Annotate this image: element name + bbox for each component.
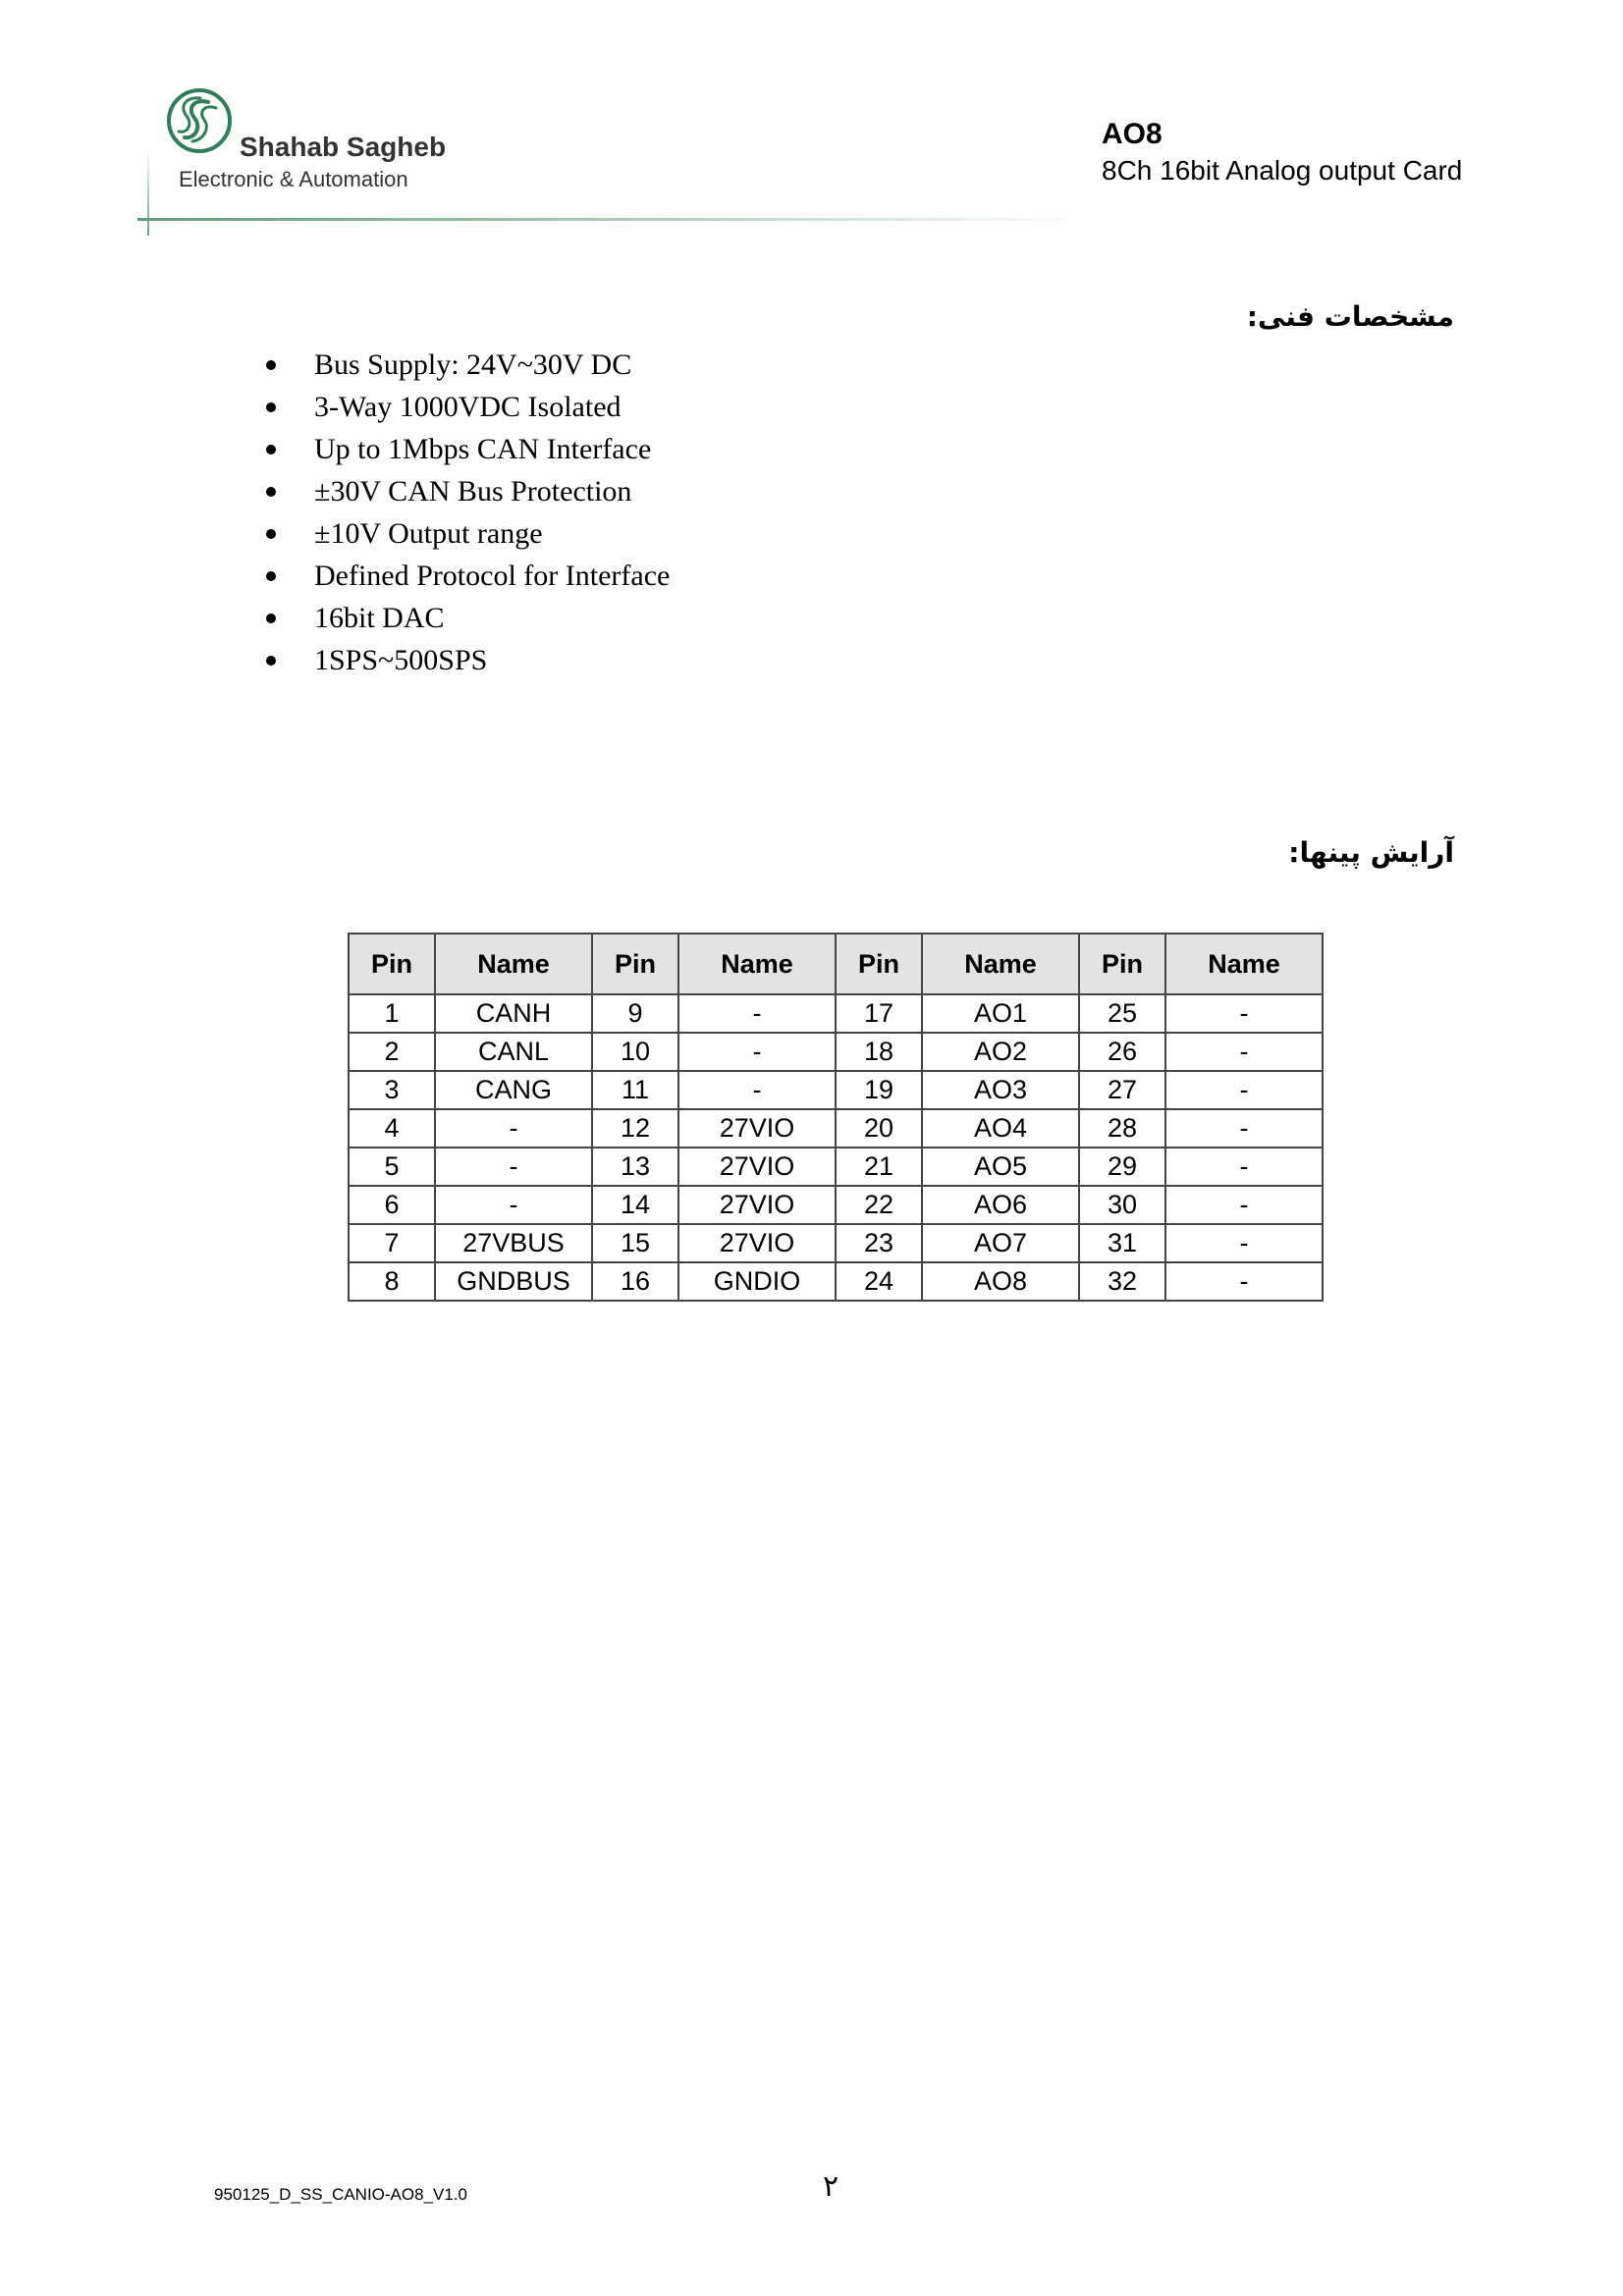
- name-cell: AO3: [922, 1071, 1079, 1109]
- pin-cell: 31: [1079, 1224, 1165, 1262]
- page-header: [0, 0, 1623, 245]
- column-header-name: Name: [678, 934, 836, 994]
- name-cell: AO4: [922, 1109, 1079, 1148]
- table-row: [349, 1186, 1323, 1224]
- name-cell: -: [678, 1033, 836, 1071]
- name-cell: CANL: [435, 1033, 592, 1071]
- pin-cell: 13: [592, 1148, 678, 1186]
- spec-list: [263, 344, 670, 681]
- table-row: [349, 1148, 1323, 1186]
- header-vertical-divider: [147, 147, 149, 236]
- column-header-pin: Pin: [1079, 934, 1165, 994]
- pinout-heading: آرایش پینها:: [1288, 836, 1454, 869]
- table-row: [349, 1224, 1323, 1262]
- name-cell: -: [1165, 1148, 1323, 1186]
- pin-cell: 27: [1079, 1071, 1165, 1109]
- document-description: 8Ch 16bit Analog output Card: [1102, 155, 1463, 186]
- pin-cell: 4: [349, 1109, 435, 1148]
- name-cell: -: [435, 1186, 592, 1224]
- table-row: [349, 994, 1323, 1033]
- spec-item: 16bit DAC: [263, 597, 670, 639]
- header-divider: [137, 218, 1090, 221]
- pin-cell: 29: [1079, 1148, 1165, 1186]
- pin-cell: 16: [592, 1262, 678, 1301]
- name-cell: AO6: [922, 1186, 1079, 1224]
- column-header-name: Name: [435, 934, 592, 994]
- name-cell: GNDIO: [678, 1262, 836, 1301]
- specs-heading: مشخصات فنی:: [1246, 300, 1454, 333]
- pin-cell: 7: [349, 1224, 435, 1262]
- table-row: [349, 1071, 1323, 1109]
- pin-cell: 22: [836, 1186, 922, 1224]
- company-tagline: Electronic & Automation: [179, 167, 408, 191]
- document-code: AO8: [1102, 118, 1163, 150]
- name-cell: AO2: [922, 1033, 1079, 1071]
- pin-cell: 30: [1079, 1186, 1165, 1224]
- name-cell: -: [435, 1109, 592, 1148]
- name-cell: AO7: [922, 1224, 1079, 1262]
- column-header-pin: Pin: [592, 934, 678, 994]
- pin-cell: 18: [836, 1033, 922, 1071]
- name-cell: -: [435, 1148, 592, 1186]
- pin-cell: 9: [592, 994, 678, 1033]
- column-header-name: Name: [1165, 934, 1323, 994]
- table-row: [349, 1033, 1323, 1071]
- name-cell: -: [1165, 1109, 1323, 1148]
- name-cell: AO8: [922, 1262, 1079, 1301]
- table-row: [349, 1109, 1323, 1148]
- pin-cell: 25: [1079, 994, 1165, 1033]
- pin-cell: 15: [592, 1224, 678, 1262]
- pin-cell: 26: [1079, 1033, 1165, 1071]
- name-cell: -: [678, 994, 836, 1033]
- pinout-table: [348, 933, 1324, 1302]
- pin-cell: 32: [1079, 1262, 1165, 1301]
- table-row: [349, 1262, 1323, 1301]
- table-header-row: [349, 934, 1323, 994]
- name-cell: -: [1165, 1262, 1323, 1301]
- name-cell: 27VIO: [678, 1224, 836, 1262]
- spec-item: Defined Protocol for Interface: [263, 555, 670, 597]
- pin-cell: 19: [836, 1071, 922, 1109]
- name-cell: 27VIO: [678, 1186, 836, 1224]
- name-cell: 27VBUS: [435, 1224, 592, 1262]
- name-cell: -: [1165, 1071, 1323, 1109]
- pin-cell: 21: [836, 1148, 922, 1186]
- pin-cell: 23: [836, 1224, 922, 1262]
- pin-cell: 3: [349, 1071, 435, 1109]
- name-cell: 27VIO: [678, 1148, 836, 1186]
- column-header-pin: Pin: [836, 934, 922, 994]
- name-cell: -: [1165, 994, 1323, 1033]
- pin-cell: 20: [836, 1109, 922, 1148]
- name-cell: -: [1165, 1186, 1323, 1224]
- name-cell: -: [1165, 1033, 1323, 1071]
- name-cell: GNDBUS: [435, 1262, 592, 1301]
- name-cell: CANH: [435, 994, 592, 1033]
- column-header-pin: Pin: [349, 934, 435, 994]
- pin-cell: 12: [592, 1109, 678, 1148]
- pin-cell: 14: [592, 1186, 678, 1224]
- pin-cell: 17: [836, 994, 922, 1033]
- name-cell: -: [678, 1071, 836, 1109]
- name-cell: AO5: [922, 1148, 1079, 1186]
- spec-item: 1SPS~500SPS: [263, 639, 670, 681]
- pin-cell: 10: [592, 1033, 678, 1071]
- spec-item: ±10V Output range: [263, 512, 670, 555]
- spec-item: Up to 1Mbps CAN Interface: [263, 428, 670, 470]
- spec-item: 3-Way 1000VDC Isolated: [263, 386, 670, 428]
- pin-cell: 28: [1079, 1109, 1165, 1148]
- column-header-name: Name: [922, 934, 1079, 994]
- pin-cell: 1: [349, 994, 435, 1033]
- pin-cell: 2: [349, 1033, 435, 1071]
- pin-cell: 8: [349, 1262, 435, 1301]
- pin-cell: 5: [349, 1148, 435, 1186]
- company-name: Shahab Sagheb: [240, 132, 447, 162]
- footer-document-id: 950125_D_SS_CANIO-AO8_V1.0: [214, 2185, 467, 2204]
- name-cell: 27VIO: [678, 1109, 836, 1148]
- spec-item: ±30V CAN Bus Protection: [263, 470, 670, 512]
- logo-emblem-icon: [165, 86, 234, 155]
- pin-cell: 24: [836, 1262, 922, 1301]
- name-cell: AO1: [922, 994, 1079, 1033]
- name-cell: -: [1165, 1224, 1323, 1262]
- name-cell: CANG: [435, 1071, 592, 1109]
- pin-cell: 11: [592, 1071, 678, 1109]
- spec-item: Bus Supply: 24V~30V DC: [263, 344, 670, 386]
- page-number: ٢: [822, 2169, 839, 2204]
- pin-cell: 6: [349, 1186, 435, 1224]
